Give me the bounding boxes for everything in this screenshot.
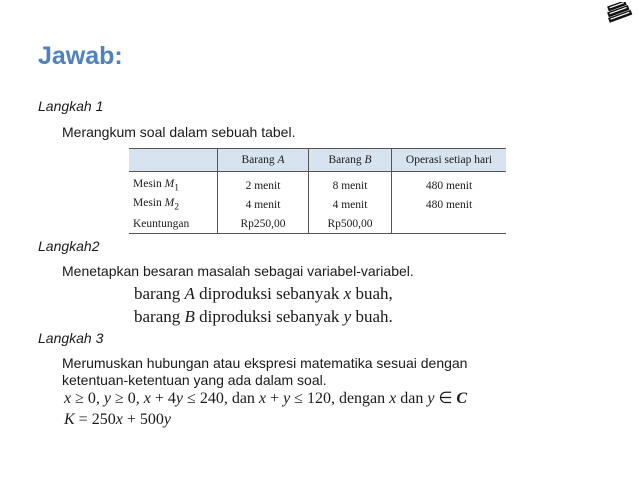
step-1-label: Langkah 1 (38, 98, 104, 114)
table-header-operation: Operasi setiap hari (392, 149, 507, 172)
books-logo-icon (604, 2, 634, 24)
table-row (129, 214, 506, 234)
table-header-item-b: Barang B (309, 149, 392, 172)
table-cell: 480 menit (425, 198, 473, 211)
table-row (129, 195, 506, 214)
page-title: Jawab: (38, 42, 123, 70)
table-cell-machine-1: Mesin $M_1$ (129, 172, 218, 196)
table-cell: 8 menit (309, 172, 392, 196)
step-1-description: Merangkum soal dalam sebuah tabel. (62, 124, 296, 140)
table-cell-profit-label: Keuntungan (129, 214, 218, 234)
table-header-row (129, 149, 506, 172)
table-cell: 2 menit (218, 172, 309, 196)
objective-function: K = 250x + 500y (64, 411, 171, 428)
step-2-description: Menetapkan besaran masalah sebagai variabel-variabel. (62, 263, 414, 279)
step-3-label: Langkah 3 (38, 330, 104, 346)
step-3-description-line-1: Merumuskan hubungan atau ekspresi matematika sesuai dengan (62, 355, 468, 371)
table-cell: 4 menit (309, 195, 392, 214)
table-header-item-a: Barang A (218, 149, 309, 172)
table-cell: Rp500,00 (309, 214, 392, 234)
constraints-expression: x ≥ 0, y ≥ 0, x + 4y ≤ 240, dan x + y ≤ 120, dengan x dan y ∈ C (64, 390, 468, 407)
table-row (129, 172, 506, 196)
variable-x-definition: barang A diproduksi sebanyak x buah, (134, 284, 393, 303)
table-header-empty (129, 149, 218, 172)
summary-table (129, 148, 506, 234)
table-cell (392, 214, 507, 234)
table-cell: 480 menit (425, 179, 473, 192)
table-cell-machine-2: Mesin $M_2$ (129, 195, 218, 214)
step-3-description-line-2: ketentuan-ketentuan yang ada dalam soal. (62, 372, 327, 388)
table-cell: Rp250,00 (218, 214, 309, 234)
variable-y-definition: barang B diproduksi sebanyak y buah. (134, 307, 393, 326)
step-2-label: Langkah2 (38, 238, 100, 254)
table-cell: 4 menit (218, 195, 309, 214)
